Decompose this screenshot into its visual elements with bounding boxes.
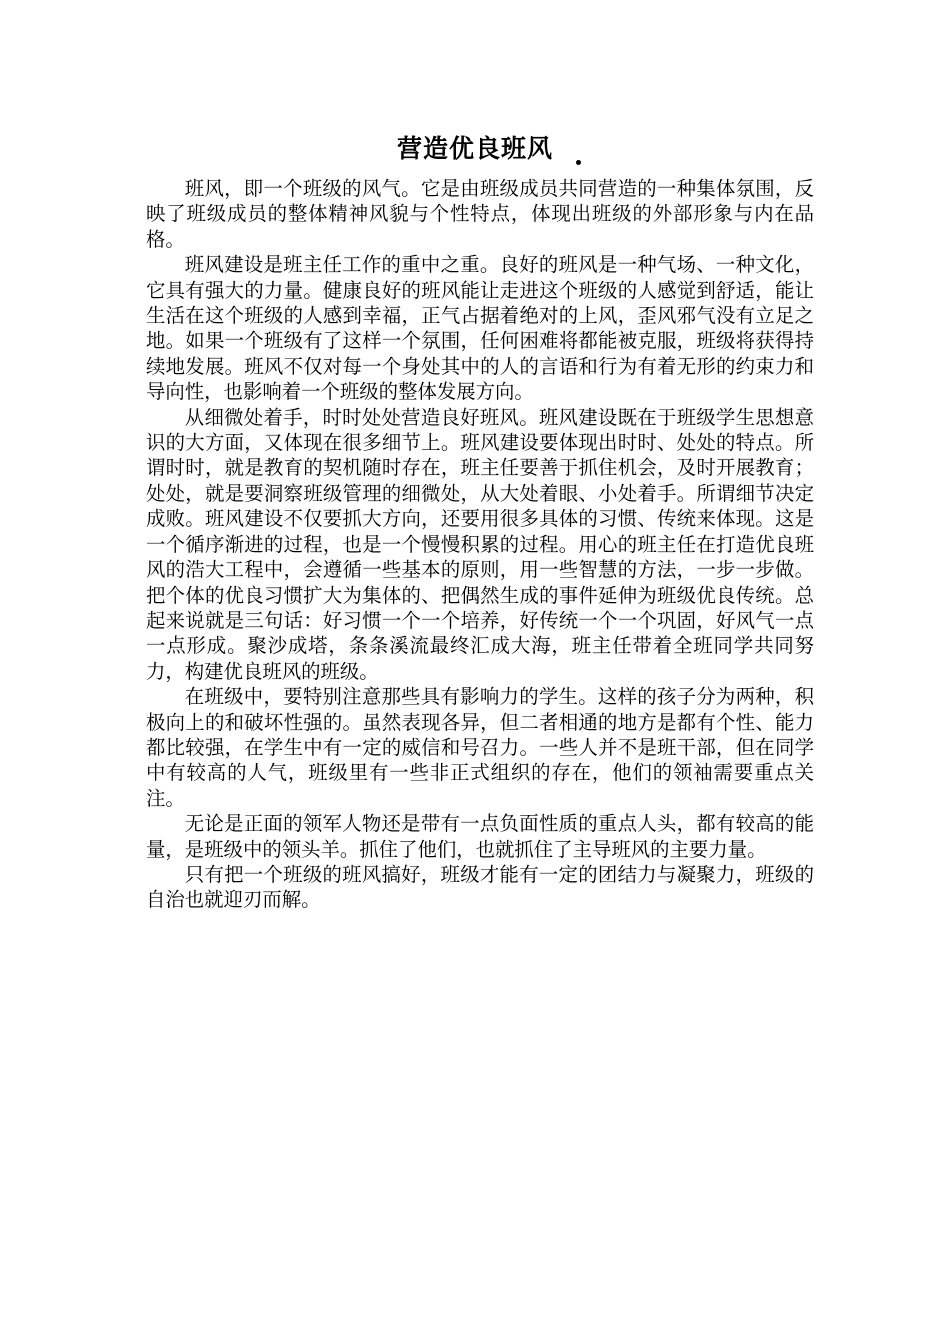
paragraph-6: 只有把一个班级的班风搞好，班级才能有一定的团结力与凝聚力，班级的自治也就迎刃而解。 bbox=[146, 862, 814, 912]
paragraph-1: 班风，即一个班级的风气。它是由班级成员共同营造的一种集体氛围，反映了班级成员的整体精神风貌与个性特点，体现出班级的外部形象与内在品格。 bbox=[146, 177, 814, 251]
paragraph-5: 无论是正面的领军人物还是带有一点负面性质的重点人头，都有较高的能量，是班级中的领头羊。抓住了他们，也就抓住了主导班风的主要力量。 bbox=[146, 812, 814, 861]
document-body bbox=[146, 176, 814, 913]
paragraph-2: 班风建设是班主任工作的重中之重。良好的班风是一种气场、一种文化，它具有强大的力量。健康良好的班风能让走进这个班级的人感觉到舒适，能让生活在这个班级的人感到幸福，正气占据着绝对的上风，歪风邪气没有立足之地。如果一个班级有了这样一个氛围，任何困难将都能被克服，班级将获得持续地发展。班风不仅对每一个身处其中的人的言语和行为有着无形的约束力和导向性，也影响着一个班级的整体发展方向。 bbox=[146, 253, 814, 404]
document-title: 营造优良班风 bbox=[396, 134, 553, 163]
paragraph-4: 在班级中，要特别注意那些具有影响力的学生。这样的孩子分为两种，积极向上的和破坏性强的。虽然表现各异，但二者相通的地方是都有个性、能力都比较强，在学生中有一定的威信和号召力。一些人并不是班干部，但在同学中有较高的人气，班级里有一些非正式组织的存在，他们的领袖需要重点关注。 bbox=[146, 685, 814, 810]
title-dot-mark bbox=[576, 160, 581, 165]
paragraph-3: 从细微处着手，时时处处营造良好班风。班风建设既在于班级学生思想意识的大方面，又体现在很多细节上。班风建设要体现出时时、处处的特点。所谓时时，就是教育的契机随时存在，班主任要善于抓住机会，及时开展教育；处处，就是要洞察班级管理的细微处，从大处着眼、小处着手。所谓细节决定成败。班风建设不仅要抓大方向，还要用很多具体的习惯、传统来体现。这是一个循序渐进的过程，也是一个慢慢积累的过程。用心的班主任在打造优良班风的浩大工程中，会遵循一些基本的原则，用一些智慧的方法，一步一步做。把个体的优良习惯扩大为集体的、把偶然生成的事件延伸为班级优良传统。总起来说就是三句话：好习惯一个一个培养，好传统一个一个巩固，好风气一点一点形成。聚沙成塔，条条溪流最终汇成大海，班主任带着全班同学共同努力，构建优良班风的班级。 bbox=[146, 405, 814, 683]
